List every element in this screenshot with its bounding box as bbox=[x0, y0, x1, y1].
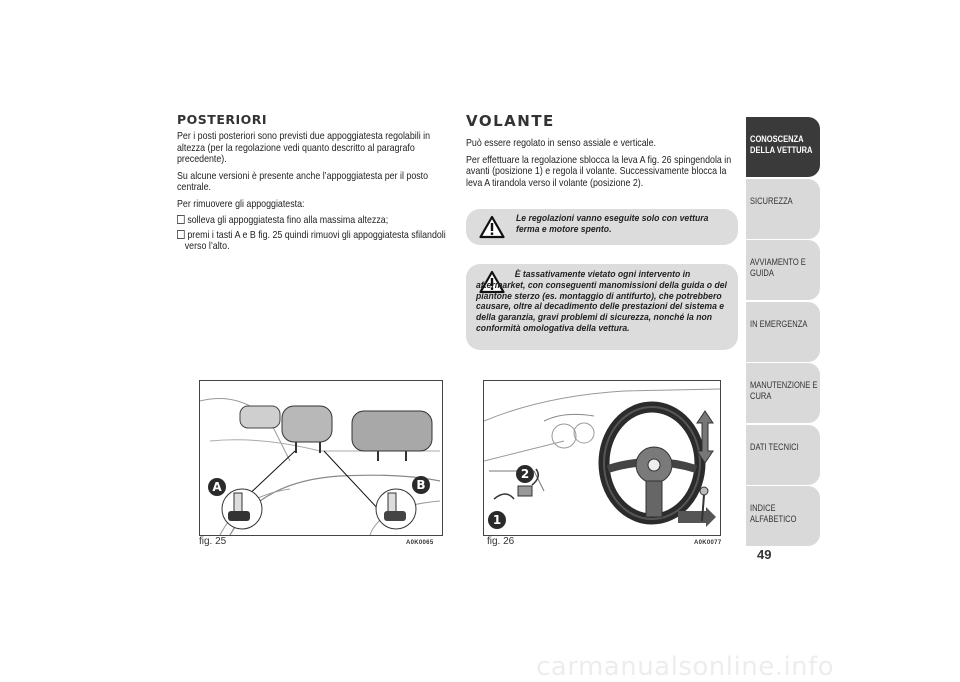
right-column bbox=[466, 112, 738, 194]
tab-label: SICUREZZA bbox=[750, 195, 793, 206]
figure-code: A0K0077 bbox=[694, 540, 722, 546]
warning-box bbox=[466, 209, 738, 245]
bullet-item bbox=[177, 230, 464, 253]
tab-sicurezza[interactable] bbox=[746, 179, 820, 239]
tab-label: CONOSCENZA DELLA VETTURA bbox=[750, 134, 813, 155]
section-heading-volante: VOLANTE bbox=[466, 112, 555, 130]
figure-caption: fig. 26 bbox=[487, 536, 515, 547]
warning-text: È tassativamente vietato ogni intervento in aftermarket, con conseguenti manomissioni della guida o del piantone sterzo (es. montaggio di antifurto), che potrebbero causare, oltre al decadimento delle prestazioni del sistema e della garanzia, gravi problemi di sicurezza, nonché la non conformità omologativa della vettura. bbox=[476, 269, 727, 334]
tab-label: DATI TECNICI bbox=[750, 441, 799, 452]
figure-25-headrests bbox=[199, 380, 443, 536]
paragraph: Per effettuare la regolazione sblocca la leva A fig. 26 spingendola in avanti (posizione 1) e regola il volante. Successivamente blocca la leva A tirandola verso il volante (posizione 2). bbox=[466, 154, 732, 189]
warning-triangle-icon bbox=[479, 215, 505, 239]
tab-dati-tecnici[interactable] bbox=[746, 425, 820, 485]
chapter-tabs bbox=[746, 117, 820, 548]
bullet-item bbox=[177, 215, 464, 227]
warning-text: Le regolazioni vanno eseguite solo con vettura ferma e motore spento. bbox=[516, 213, 709, 235]
tab-label: MANUTENZIONE E CURA bbox=[750, 380, 818, 401]
callout-1: 1 bbox=[488, 511, 506, 529]
tab-indice-alfabetico[interactable] bbox=[746, 486, 820, 546]
watermark: carmanualsonline.info bbox=[536, 652, 835, 682]
tab-label: AVVIAMENTO E GUIDA bbox=[750, 257, 806, 278]
checkbox-bullet-icon bbox=[177, 215, 185, 224]
steering-wheel-illustration bbox=[484, 381, 720, 535]
headrest-illustration bbox=[200, 381, 442, 535]
bullet-text: solleva gli appoggiatesta fino alla massima altezza; bbox=[187, 215, 389, 226]
paragraph: Per rimuovere gli appoggiatesta: bbox=[177, 198, 305, 210]
figure-caption: fig. 25 bbox=[199, 536, 227, 547]
paragraph: Può essere regolato in senso assiale e verticale. bbox=[466, 138, 657, 149]
tab-label: IN EMERGENZA bbox=[750, 318, 808, 329]
tab-label: INDICE ALFABETICO bbox=[750, 503, 797, 524]
tab-manutenzione-e-cura[interactable] bbox=[746, 363, 820, 423]
section-heading-posteriori: POSTERIORI bbox=[177, 112, 268, 127]
figure-26-steering-wheel bbox=[483, 380, 721, 536]
checkbox-bullet-icon bbox=[177, 230, 185, 239]
tab-conoscenza-della-vettura[interactable] bbox=[746, 117, 820, 177]
tab-avviamento-e-guida[interactable] bbox=[746, 240, 820, 300]
callout-B: B bbox=[412, 476, 430, 494]
warning-box bbox=[466, 264, 738, 350]
tab-in-emergenza[interactable] bbox=[746, 302, 820, 362]
bullet-text: premi i tasti A e B fig. 25 quindi rimuovi gli appoggiatesta sfilandoli verso l’alto. bbox=[184, 229, 446, 252]
left-column bbox=[177, 112, 457, 256]
paragraph: Per i posti posteriori sono previsti due appoggiatesta regolabili in altezza (per la regolazione vedi quanto descritto al paragrafo precedente). bbox=[177, 131, 431, 165]
figure-code: A0K0065 bbox=[406, 540, 434, 546]
paragraph: Su alcune versioni è presente anche l’appoggiatesta per il posto centrale. bbox=[177, 170, 429, 193]
callout-2: 2 bbox=[516, 465, 534, 483]
callout-A: A bbox=[208, 478, 226, 496]
page-number: 49 bbox=[757, 547, 772, 562]
